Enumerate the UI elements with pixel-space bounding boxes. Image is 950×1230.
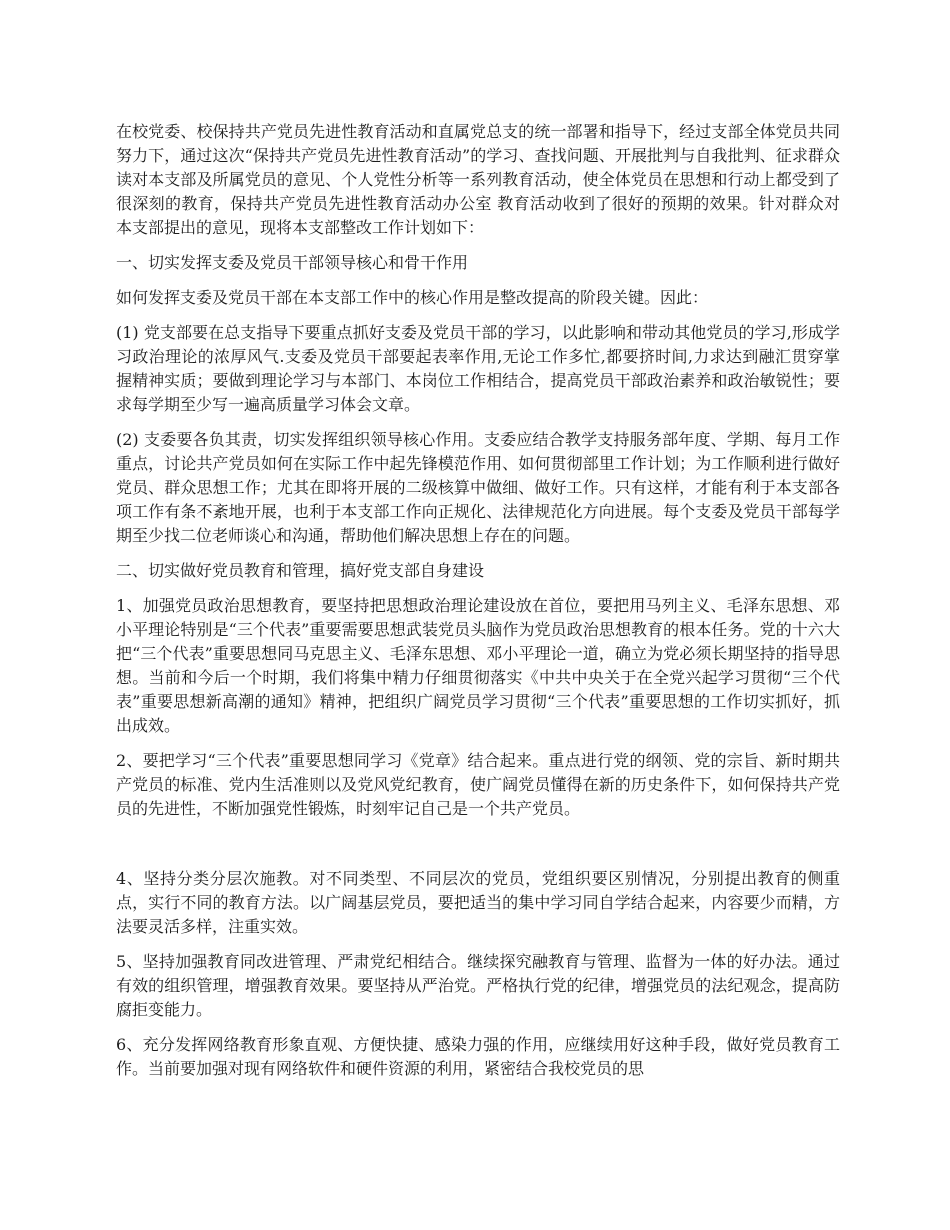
section-2-item-6: 6、充分发挥网络教育形象直观、方便快捷、感染力强的作用，应继续用好这种手段，做好党员教育工作。当前要加强对现有网络软件和硬件资源的利用，紧密结合我校党员的思: [116, 1035, 840, 1078]
section-heading-1: 一、切实发挥支委及党员干部领导核心和骨干作用: [116, 253, 469, 272]
document-body: [116, 120, 840, 1092]
section-2-item-2: 2、要把学习“三个代表”重要思想同学习《党章》结合起来。重点进行党的纲领、党的宗旨、新时期共产党员的标准、党内生活准则以及党风党纪教育，使广阔党员懂得在新的历史条件下，如何保持共产党员的先进性，不断加强党性锻炼，时刻牢记自己是一个共产党员。: [116, 751, 840, 818]
section-2-item-4: 4、坚持分类分层次施教。对不同类型、不同层次的党员，党组织要区别情况，分别提出教育的侧重点，实行不同的教育方法。以广阔基层党员，要把适当的集中学习同自学结合起来，内容要少而精，方法要灵活多样，注重实效。: [116, 869, 840, 936]
section-1-item-1: (1) 党支部要在总支指导下要重点抓好支委及党员干部的学习，以此影响和带动其他党员的学习,形成学习政治理论的浓厚风气.支委及党员干部要起表率作用,无论工作多忙,都要挤时间,力求达到融汇贯穿掌握精神实质；要做到理论学习与本部门、本岗位工作相结合，提高党员干部政治素养和政治敏锐性；要求每学期至少写一遍高质量学习体会文章。: [116, 323, 840, 414]
section-1-lead: 如何发挥支委及党员干部在本支部工作中的核心作用是整改提高的阶段关键。因此：: [116, 288, 709, 307]
section-1-item-2: (2) 支委要各负其责，切实发挥组织领导核心作用。支委应结合教学支持服务部年度、学期、每月工作重点，讨论共产党员如何在实际工作中起先锋模范作用、如何贯彻部里工作计划；为工作顺利进行做好党员、群众思想工作；尤其在即将开展的二级核算中做细、做好工作。只有这样，才能有利于本支部各项工作有条不紊地开展，也利于本支部工作向正规化、法律规范化方向进展。每个支委及党员干部每学期至少找二位老师谈心和沟通，帮助他们解决思想上存在的问题。: [116, 430, 840, 545]
section-2-item-1: 1、加强党员政治思想教育，要坚持把思想政治理论建设放在首位，要把用马列主义、毛泽东思想、邓小平理论特别是“三个代表”重要需要思想武装党员头脑作为党员政治思想教育的根本任务。党的十六大把“三个代表”重要思想同马克思主义、毛泽东思想、邓小平理论一道，确立为党必须长期坚持的指导思想。当前和今后一个时期，我们将集中精力仔细贯彻落实《中共中央关于在全党兴起学习贯彻“三个代表”重要思想新高潮的通知》精神，把组织广阔党员学习贯彻“三个代表”重要思想的工作切实抓好，抓出成效。: [116, 596, 840, 735]
section-heading-2: 二、切实做好党员教育和管理，搞好党支部自身建设: [116, 561, 485, 580]
section-2-item-5: 5、坚持加强教育同改进管理、严肃党纪相结合。继续探究融教育与管理、监督为一体的好办法。通过有效的组织管理，增强教育效果。要坚持从严治党。严格执行党的纪律，增强党员的法纪观念，提高防腐拒变能力。: [116, 952, 840, 1019]
intro-paragraph: 在校党委、校保持共产党员先进性教育活动和直属党总支的统一部署和指导下，经过支部全体党员共同努力下，通过这次“保持共产党员先进性教育活动”的学习、查找问题、开展批判与自我批判、征求群众读对本支部及所属党员的意见、个人党性分析等一系列教育活动，使全体党员在思想和行动上都受到了很深刻的教育，保持共产党员先进性教育活动办公室 教育活动收到了很好的预期的效果。针对群众对本支部提出的意见，现将本支部整改工作计划如下：: [116, 122, 840, 237]
